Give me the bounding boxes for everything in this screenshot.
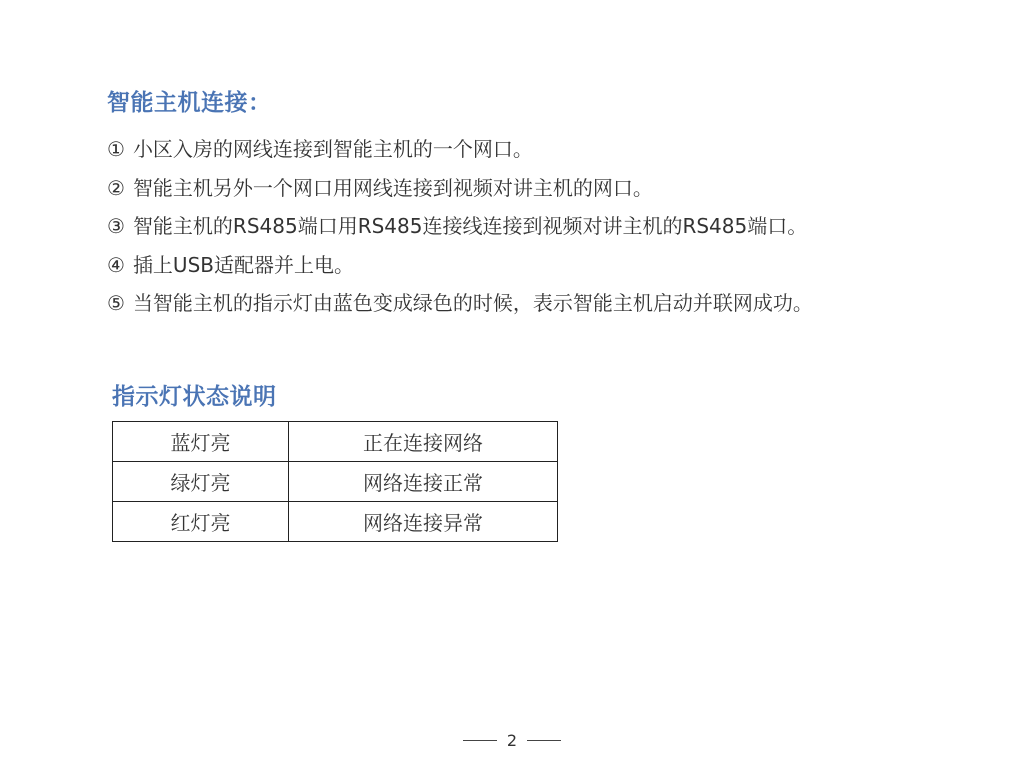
light-state-cell: 红灯亮 <box>113 502 289 542</box>
table-row <box>113 422 558 462</box>
page-number: 2 <box>506 730 518 750</box>
step-item <box>107 171 813 210</box>
connection-steps-list <box>107 132 813 325</box>
step-text: 当智能主机的指示灯由蓝色变成绿色的时候，表示智能主机启动并联网成功。 <box>132 291 813 315</box>
step-text: 智能主机另外一个网口用网线连接到视频对讲主机的网口。 <box>132 175 653 200</box>
meaning-cell: 正在连接网络 <box>289 422 558 462</box>
step-marker: ⑤ <box>107 291 125 315</box>
footer-divider-left <box>463 740 497 741</box>
table-row <box>113 462 558 502</box>
step-text: 小区入房的网线连接到智能主机的一个网口。 <box>132 137 533 161</box>
connection-section-title: 智能主机连接： <box>107 90 272 116</box>
light-state-cell: 蓝灯亮 <box>113 422 289 462</box>
step-text: 插上USB适配器并上电。 <box>132 252 354 277</box>
meaning-cell: 网络连接异常 <box>289 502 558 542</box>
step-item <box>107 132 813 171</box>
table-row <box>113 502 558 542</box>
indicator-status-table <box>112 421 558 542</box>
step-text: 智能主机的RS485端口用RS485连接线连接到视频对讲主机的RS485端口。 <box>132 214 808 238</box>
meaning-cell: 网络连接正常 <box>289 462 558 502</box>
step-marker: ③ <box>107 214 125 238</box>
status-section-title: 指示灯状态说明 <box>112 384 277 410</box>
footer-divider-right <box>527 740 561 741</box>
step-marker: ② <box>107 175 125 200</box>
step-item <box>107 286 813 325</box>
page-footer <box>0 729 1024 751</box>
step-item <box>107 209 813 248</box>
step-marker: ① <box>107 137 125 161</box>
light-state-cell: 绿灯亮 <box>113 462 289 502</box>
step-item <box>107 248 813 287</box>
step-marker: ④ <box>107 252 125 277</box>
